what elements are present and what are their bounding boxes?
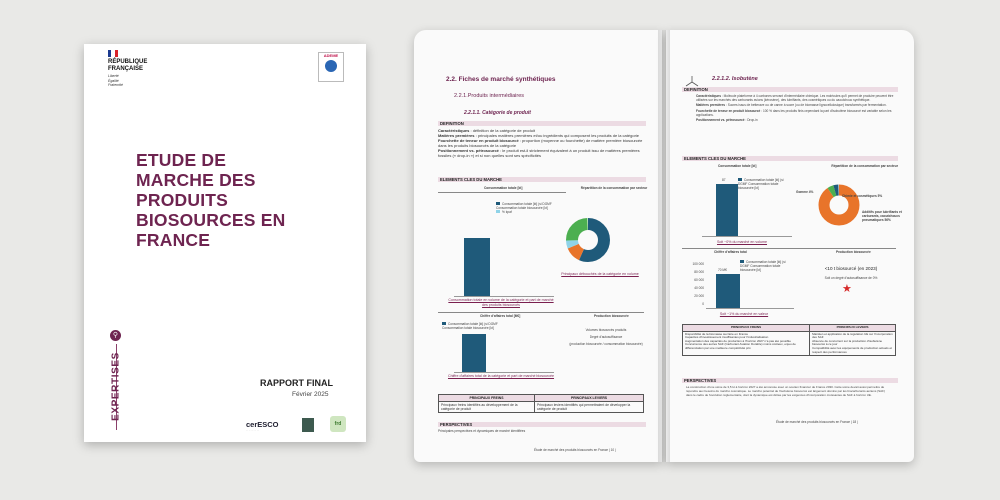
perspectives-header: PERSPECTIVES — [682, 378, 898, 383]
star-icon: ★ — [842, 283, 852, 295]
chart3-axis — [706, 308, 794, 309]
chart3-axis — [454, 372, 554, 373]
definition-item: Caractéristiques : définition de la catégorie de produit — [438, 128, 535, 133]
freins-list: Disponibilité de la biomasse sucrière en France Capacités d'investissement insuffisantes pour l'industrialisation Augmentation des capacités de production à l'horizon 2027 n'a pas été possible Concurrence des autres SAF (Carburant Aviation Durable) moins coûteux, enjeu de différenciation par une meilleure compétitivité prix — [683, 331, 810, 356]
molecule-icon — [684, 74, 700, 88]
chart3-bar — [716, 274, 740, 308]
chart1-caption[interactable]: Soit ~0% du marché en volume — [716, 240, 768, 244]
chart1-rule — [438, 192, 566, 193]
definition-item: Fourchette de teneur en produit biosourcé : 100 % dans les produits finis cependant la part d'isobutène biosourcé est variable selon les applications. — [696, 108, 892, 117]
isobutene-heading: 2.2.1.2. Isobutène — [712, 76, 758, 82]
partner-building-icon — [302, 418, 314, 432]
freins-leviers-table — [682, 324, 896, 356]
chart3-legend: Consommation totale [kt] (si DGMF Consommation totale biosourcée [kt] — [442, 322, 498, 331]
chart3-title: Chiffre d'affaires total — [714, 250, 747, 254]
definition-item: Matières premières : principales matières premières et/ou ingrédients qui composent les produits de la catégorie — [438, 133, 640, 138]
leviers-header: PRINCIPAUX LEVIERS — [810, 325, 896, 332]
french-flag-icon — [108, 50, 118, 57]
report-cover — [84, 44, 366, 442]
report-date: Février 2025 — [292, 391, 329, 398]
perspectives-text: La construction d'une usine de 3,5 kt à horizon 2027 a été annoncée avec un soutien financier de France 2030. Cette usine devait aussi permettre de répondre aux besoins du marché cosmétique. Le marché potentiel de l'isobutène biosourcé est largement dominé par les biocarburants aériens (SAF) dans le cadre de l'évolution réglementaire, dont la dynamique est dictée par les exigences d'incorporation croissantes de SAF à horizon UE. — [686, 385, 886, 397]
leviers-list: Maintien et application de la régulation UE sur l'incorporation des SAF Absence de concurrent sur la production d'isobutène biosourcé à ce jour Compatibilité avec les équipements de production actuels et respect des performances — [810, 331, 896, 356]
chart1-axis — [702, 236, 792, 237]
definition-list — [438, 128, 644, 158]
production-title: Production biosourcée — [594, 314, 629, 318]
chart2-donut — [564, 216, 612, 264]
republic-name: RÉPUBLIQUE FRANÇAISE — [108, 59, 148, 72]
chart1-bar — [716, 184, 738, 236]
definition-header: DEFINITION — [682, 87, 898, 92]
donut-label: Gomme 4% — [796, 190, 814, 194]
market-header: ELEMENTS CLES DU MARCHE — [438, 177, 646, 182]
perspectives-text: Principales perspectives et dynamiques de marché identifiées — [438, 429, 526, 433]
chart2-title: Répartition de la consommation par secteur — [831, 164, 898, 168]
chart2-donut — [816, 182, 862, 228]
leviers-header: PRINCIPAUX LEVIERS — [534, 395, 643, 402]
book-gutter — [658, 30, 670, 462]
chart3-caption[interactable]: Chiffre d'affaires total de la catégorie et part de marché biosourcée — [447, 374, 555, 378]
perspectives-header: PERSPECTIVES — [438, 422, 646, 427]
production-sub: Soit un degré d'autosuffisance de 0% — [824, 276, 878, 280]
production-title: Production biosourcée — [836, 250, 871, 254]
chart3-title: Chiffre d'affaires total [M€] — [480, 314, 521, 318]
open-report — [414, 30, 914, 462]
chart2-title: Répartition de la consommation par secteur — [580, 186, 648, 190]
subsection-heading: 2.2.1.Produits intermédiaires — [454, 93, 525, 99]
freins-header: PRINCIPAUX FREINS — [683, 325, 810, 332]
chart1-title: Consommation totale [kt] — [718, 164, 757, 168]
page-footer: Étude de marché des produits biosourcés en France | 18 | — [776, 420, 858, 424]
chart3-value: 70 M€ — [718, 268, 727, 272]
row-rule — [438, 312, 644, 313]
left-page — [414, 30, 662, 462]
freins-leviers-table — [438, 394, 644, 413]
chart3-caption[interactable]: Soit ~1% du marché en valeur — [719, 312, 769, 316]
leviers-text: Principaux leviers identifiés qui permettraient de développer la catégorie de produit — [534, 402, 643, 413]
chart1-legend: Consommation totale [kt] (si DGMF Consommation totale biosourcée [kt] % kpaf — [496, 202, 552, 215]
frd-logo: frd — [330, 416, 346, 432]
chart3-legend: Consommation totale [kt] (si DGMF Consommation totale biosourcée [kt] — [740, 260, 786, 273]
row-rule — [682, 248, 896, 249]
partner-logos — [246, 416, 356, 434]
subsubsection-heading: 2.2.1.1. Catégorie de produit — [464, 110, 531, 116]
chart3-axis-labels: 100 000 80 000 60 000 40 000 20 000 0 — [692, 262, 704, 306]
definition-item: Caractéristiques : Molécule plateforme à 4 carbones servant d'intermédiaire chimique. Les molécules qu'il permet de produire peuvent être utilisées sur les marchés des carburants avions (kérosène), des lubrifiants, des cosmétiques ou du caoutchouc synthétique. — [696, 94, 894, 103]
chart1-bar — [464, 238, 490, 296]
chart3-bar — [462, 334, 486, 372]
chart2-caption[interactable]: Principaux débouchés de la catégorie en volume — [561, 272, 639, 276]
definition-header: DEFINITION — [438, 121, 646, 126]
page-footer: Étude de marché des produits biosourcés en France | 10 | — [534, 448, 616, 452]
definition-item: Fourchette de teneur en produit biosourcé : proportion (moyenne ou fourchette) de matière première biosourcée dans les produits biosourcés de la catégorie — [438, 138, 643, 148]
production-value: <10 t biosourcé (en 2023) — [824, 266, 878, 271]
ademe-globe-icon — [325, 60, 337, 72]
ceresco-logo: cerESCO — [246, 420, 279, 429]
chart1-legend: Consommation totale [kt] (si DGMF Consommation totale biosourcée [kt] — [738, 178, 784, 191]
section-heading: 2.2. Fiches de marché synthétiques — [446, 76, 556, 83]
chart1-value: 87 — [722, 178, 726, 182]
donut-label: Additifs pour lubrifiants et carburants, caoutchoucs pneumatiques 56% — [862, 210, 902, 223]
donut-label: Chimie et cosmétiques 5% — [842, 194, 883, 198]
definition-item: Positionnement vs. pétrosourcé : Drop-in — [696, 118, 758, 123]
series-band — [107, 348, 125, 432]
chart1-title: Consommation totale [kt] — [484, 186, 523, 190]
definition-list — [696, 94, 896, 122]
cover-title: ETUDE DE MARCHE DES PRODUITS BIOSOURCES EN FRANCE — [136, 150, 286, 250]
right-page — [666, 30, 914, 462]
chart1-caption[interactable]: Consommation totale en volume de la catégorie et part de marché des produits biosourcés — [448, 298, 554, 307]
production-lines: Volumes biosourcés produits Degré d'autosuffisance (production biosourcée / consommation biosourcée) — [569, 328, 643, 347]
freins-text: Principaux freins identifiés au développement de la catégorie de produit — [439, 402, 535, 413]
search-icon: ⚲ — [110, 330, 121, 341]
definition-item: Matières premières : Sucres issus de betterave ou de canne à sucre (ou de biomasse lignocellulosique) transformés par fermentation. — [696, 103, 887, 108]
definition-item: Positionnement vs. pétrosourcé : le produit est-il strictement équivalent à un produit issu de matières premières fossiles (« drop-in ») et si non quelles sont ses spécificités — [438, 148, 640, 158]
series-label: EXPERTISES — [110, 352, 122, 421]
republique-francaise-logo — [108, 50, 147, 88]
freins-header: PRINCIPAUX FREINS — [439, 395, 535, 402]
chart1-axis — [454, 296, 554, 297]
republic-motto: Liberté Égalité Fraternité — [108, 74, 123, 87]
ceresco-tagline: · · · · · · · · · — [246, 429, 260, 432]
market-header: ELEMENTS CLES DU MARCHE — [682, 156, 898, 161]
report-label: RAPPORT FINAL — [260, 378, 333, 388]
ademe-logo — [318, 52, 344, 82]
ademe-label: ADEME — [323, 53, 339, 58]
